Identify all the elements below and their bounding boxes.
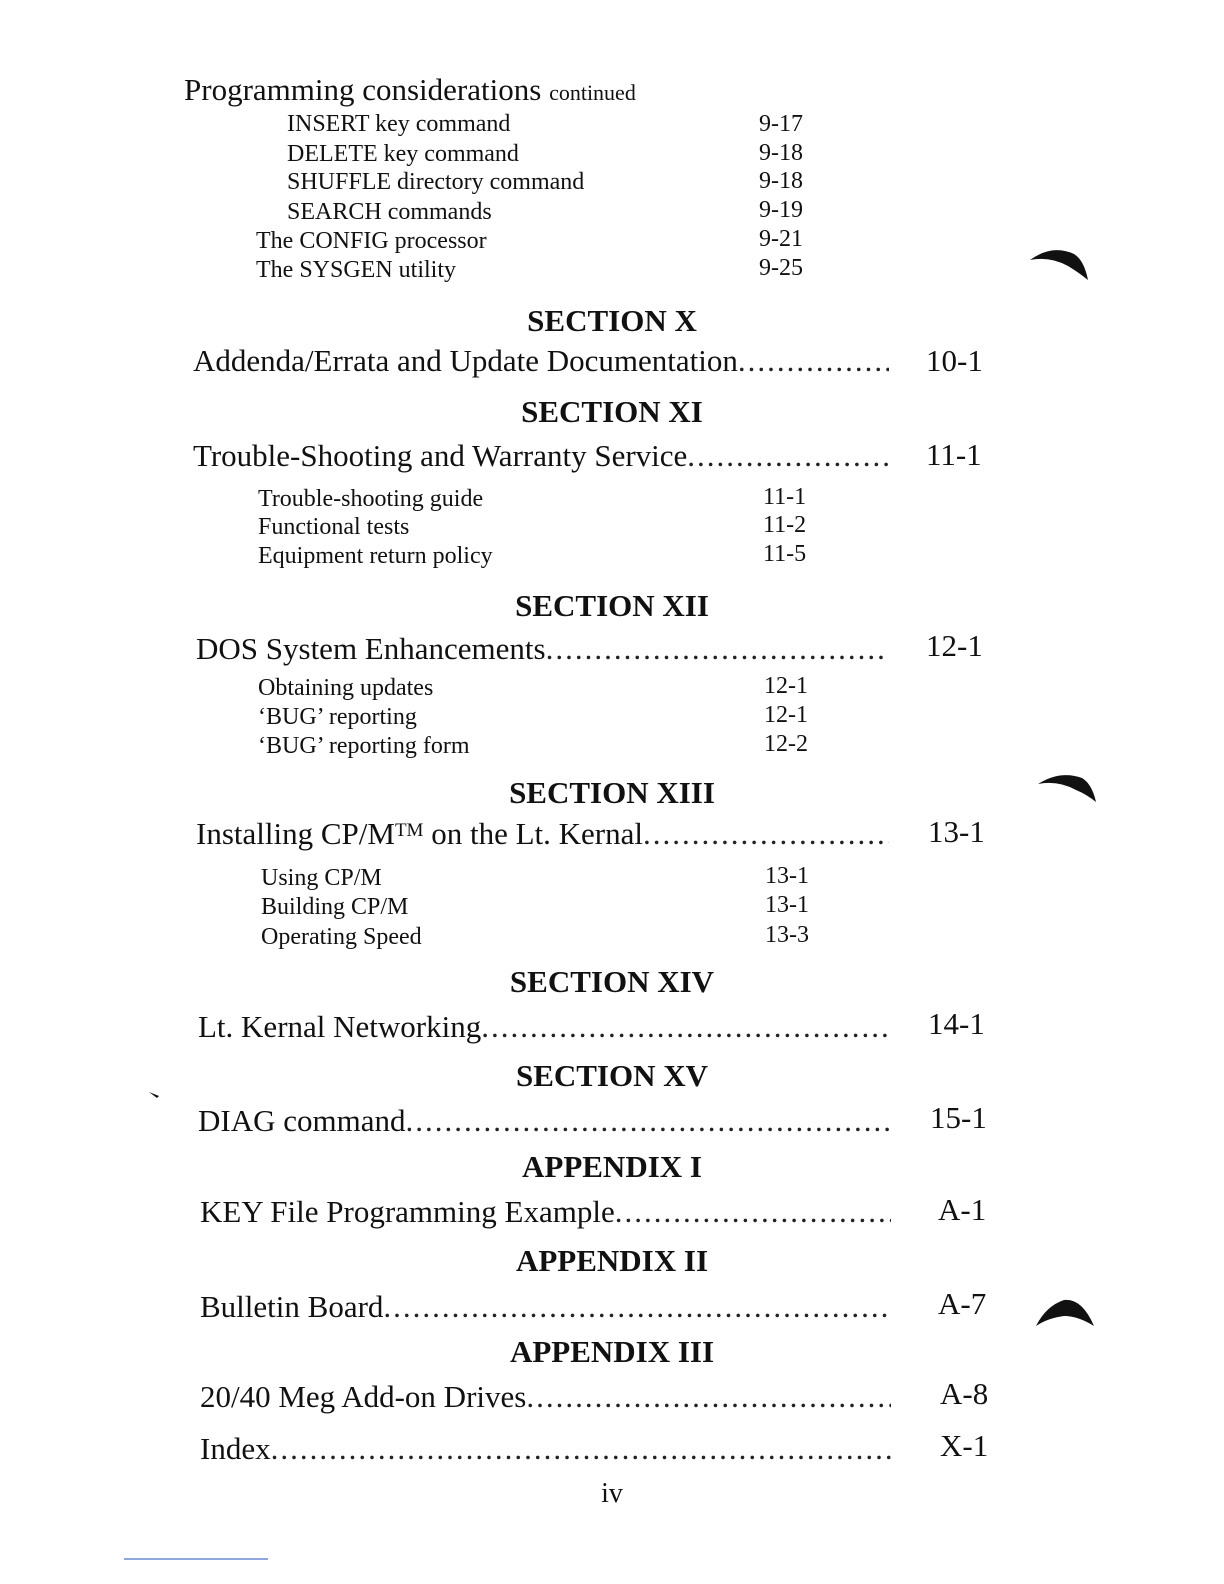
toc-subentry-page: 13-1 [765, 892, 809, 918]
toc-subentry-page: 12-1 [764, 702, 808, 728]
binding-hole-mark [1034, 1296, 1098, 1336]
continued-heading [184, 72, 636, 108]
section-heading: SECTION XI [521, 394, 703, 429]
toc-index-page: X-1 [940, 1428, 989, 1463]
toc-main-entry [200, 1379, 891, 1415]
scan-speck-mark [148, 1090, 162, 1100]
toc-subentry-label: The CONFIG processor [256, 228, 487, 254]
toc-subentry-page: 9-25 [759, 255, 803, 281]
binding-hole-mark [1036, 770, 1100, 808]
toc-subentry-page: 13-3 [765, 922, 809, 948]
section-heading: APPENDIX III [509, 1334, 715, 1369]
toc-main-entry-title: KEY File Programming Example [200, 1194, 615, 1229]
toc-subentry-label: Operating Speed [261, 924, 422, 950]
section-heading: SECTION X [527, 303, 697, 338]
toc-main-entry [196, 816, 889, 852]
toc-subentry-page: 12-2 [764, 731, 808, 757]
toc-main-entry-page: 10-1 [926, 343, 983, 378]
toc-subentry-label: DELETE key command [287, 141, 519, 167]
section-heading: SECTION XIII [509, 775, 715, 810]
toc-main-entry-page: 13-1 [928, 814, 985, 849]
toc-main-entry [196, 631, 889, 667]
dot-leader [405, 1103, 889, 1139]
toc-main-entry [200, 1194, 891, 1230]
toc-main-entry [200, 1289, 891, 1325]
dot-leader [687, 438, 889, 474]
page-number: iv [601, 1478, 623, 1509]
toc-main-entry-title: Lt. Kernal Networking [198, 1009, 482, 1044]
toc-subentry-label: Building CP/M [261, 894, 409, 920]
toc-subentry-label: Equipment return policy [258, 543, 493, 569]
toc-subentry-label: Functional tests [258, 514, 410, 540]
toc-subentry-page: 9-19 [759, 197, 803, 223]
toc-main-entry-title: Bulletin Board [200, 1289, 384, 1324]
toc-subentry-label: SHUFFLE directory command [287, 169, 585, 195]
toc-main-entry-page: A-8 [940, 1376, 989, 1411]
toc-subentry-label: Obtaining updates [258, 675, 434, 701]
toc-index-title: Index [200, 1431, 271, 1466]
toc-subentry-label: ‘BUG’ reporting form [258, 733, 470, 759]
toc-main-entry-title: Trouble-Shooting and Warranty Service [193, 438, 688, 473]
dot-leader [383, 1289, 891, 1325]
toc-subentry-page: 11-5 [763, 541, 807, 567]
toc-main-entry [198, 1103, 889, 1139]
toc-subentry-label: Using CP/M [261, 865, 382, 891]
toc-main-entry-page: 14-1 [928, 1006, 985, 1041]
toc-main-entry-title: DOS System Enhancements [196, 631, 546, 666]
dot-leader [526, 1379, 891, 1415]
toc-subentry-page: 9-21 [759, 226, 803, 252]
toc-main-entry [193, 343, 889, 379]
toc-subentry-page: 11-2 [763, 512, 807, 538]
section-heading: APPENDIX I [522, 1149, 702, 1184]
continued-heading-title: Programming considerations [184, 72, 542, 107]
toc-subentry-label: SEARCH commands [287, 199, 492, 225]
dot-leader [481, 1009, 889, 1045]
continued-heading-suffix: continued [549, 80, 636, 105]
toc-main-entry-title-part: Installing CP/M [196, 816, 395, 851]
toc-main-entry-page: A-7 [938, 1286, 987, 1321]
dot-leader [643, 816, 889, 852]
dot-leader [615, 1194, 891, 1230]
toc-main-entry-title: DIAG command [198, 1103, 406, 1138]
toc-main-entry-page: 11-1 [926, 437, 982, 472]
toc-subentry-page: 9-18 [759, 168, 803, 194]
toc-main-entry [198, 1009, 889, 1045]
toc-subentry-page: 12-1 [764, 673, 808, 699]
trademark-symbol: TM [394, 820, 424, 841]
toc-subentry-label: The SYSGEN utility [256, 257, 457, 283]
toc-subentry-label: Trouble-shooting guide [258, 486, 484, 512]
toc-main-entry [193, 438, 889, 474]
toc-main-entry-page: 15-1 [930, 1100, 987, 1135]
toc-subentry-label: INSERT key command [287, 111, 511, 137]
dot-leader [738, 343, 889, 379]
toc-subentry-page: 13-1 [765, 863, 809, 889]
section-heading: APPENDIX II [515, 1243, 709, 1278]
toc-main-entry-page: A-1 [938, 1192, 987, 1227]
toc-subentry-page: 9-18 [759, 140, 803, 166]
toc-main-entry-title-part: on the Lt. Kernal [423, 816, 643, 851]
toc-main-entry-title: Addenda/Errata and Update Documentation [193, 343, 738, 378]
section-heading: SECTION XII [515, 588, 709, 623]
section-heading: SECTION XV [515, 1058, 709, 1093]
toc-index-entry [200, 1431, 891, 1467]
binding-hole-mark [1028, 246, 1092, 286]
section-heading: SECTION XIV [509, 964, 715, 999]
dot-leader [546, 631, 889, 667]
toc-main-entry-page: 12-1 [926, 628, 983, 663]
toc-main-entry-title [196, 816, 643, 852]
toc-subentry-page: 9-17 [759, 111, 803, 137]
toc-subentry-page: 11-1 [763, 484, 807, 510]
toc-main-entry-title: 20/40 Meg Add-on Drives [200, 1379, 527, 1414]
dot-leader [271, 1431, 891, 1467]
toc-subentry-label: ‘BUG’ reporting [258, 704, 417, 730]
scan-edge-line [124, 1558, 268, 1560]
